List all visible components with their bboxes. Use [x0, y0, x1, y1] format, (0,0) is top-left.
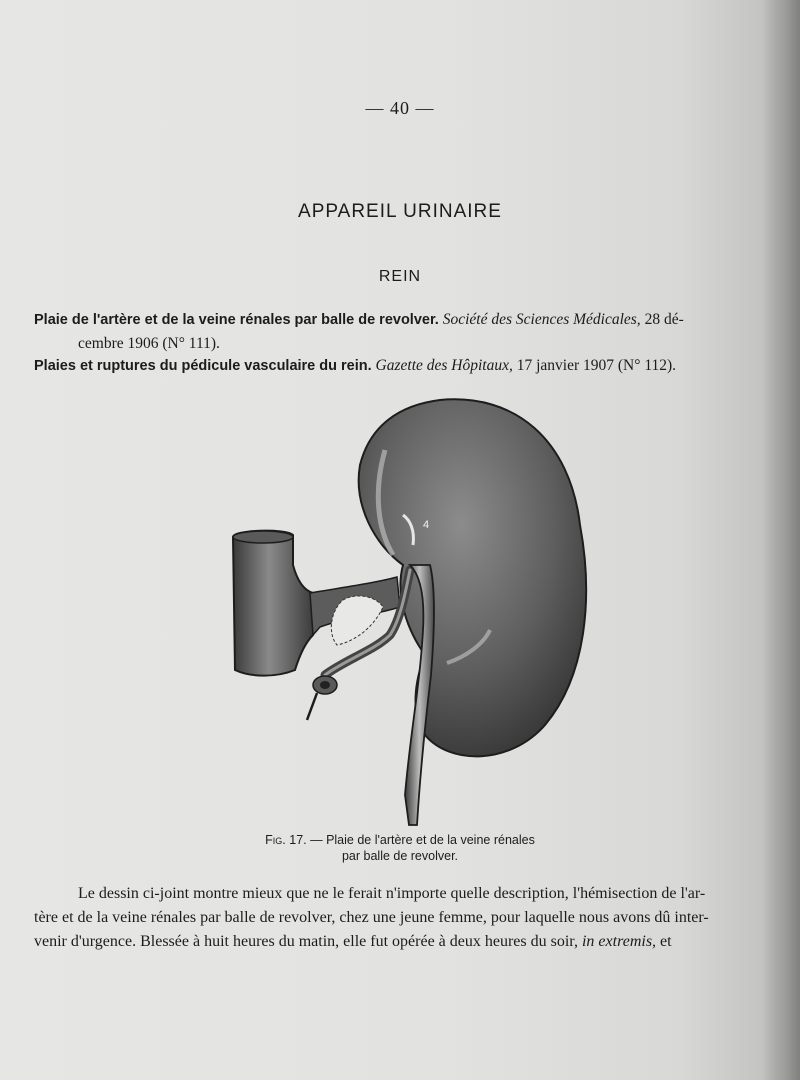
subsection-title: REIN	[378, 268, 422, 285]
reference-1-date-part2: cembre 1906 (N° 111).	[78, 335, 220, 352]
page-number: — 40 —	[365, 98, 435, 118]
body-paragraph	[34, 882, 774, 954]
body-line-3	[34, 930, 774, 954]
reference-2-title: Plaies et ruptures du pédicule vasculaire du rein.	[34, 358, 372, 374]
reference-1-journal: Société des Sciences Médicales,	[442, 311, 641, 328]
wound-area	[331, 596, 383, 645]
figure-caption	[0, 832, 800, 864]
body-line-2: tère et de la veine rénales par balle de revolver, chez une jeune femme, pour laquelle nous avons dû inter-	[34, 909, 709, 926]
body-line-3-text: venir d'urgence. Blessée à huit heures du matin, elle fut opérée à deux heures du soir,	[34, 933, 582, 950]
reference-1	[34, 308, 769, 355]
body-line-3-italic: in extremis,	[581, 933, 657, 950]
wound-marker: 4	[423, 519, 430, 531]
vena-cava-segment	[233, 531, 313, 676]
reference-2-date: 17 janvier 1907 (N° 112).	[516, 357, 677, 374]
reference-1-title: Plaie de l'artère et de la veine rénales par balle de revolver.	[34, 312, 439, 328]
reference-2	[34, 354, 769, 378]
caption-line-1: — Plaie de l'artère et de la veine rénales	[306, 833, 535, 847]
section-title: APPAREIL URINAIRE	[298, 201, 502, 222]
caption-label: Fig. 17.	[265, 833, 307, 847]
kidney-illustration	[225, 395, 595, 830]
caption-line-2: par balle de revolver.	[341, 849, 459, 863]
reference-1-date-part1: 28 dé-	[644, 311, 684, 328]
reference-2-journal: Gazette des Hôpitaux,	[375, 357, 513, 374]
body-line-1: Le dessin ci-joint montre mieux que ne le ferait n'importe quelle description, l'hémisection de l'ar-	[78, 885, 706, 902]
body-line-3-end: et	[656, 933, 672, 950]
